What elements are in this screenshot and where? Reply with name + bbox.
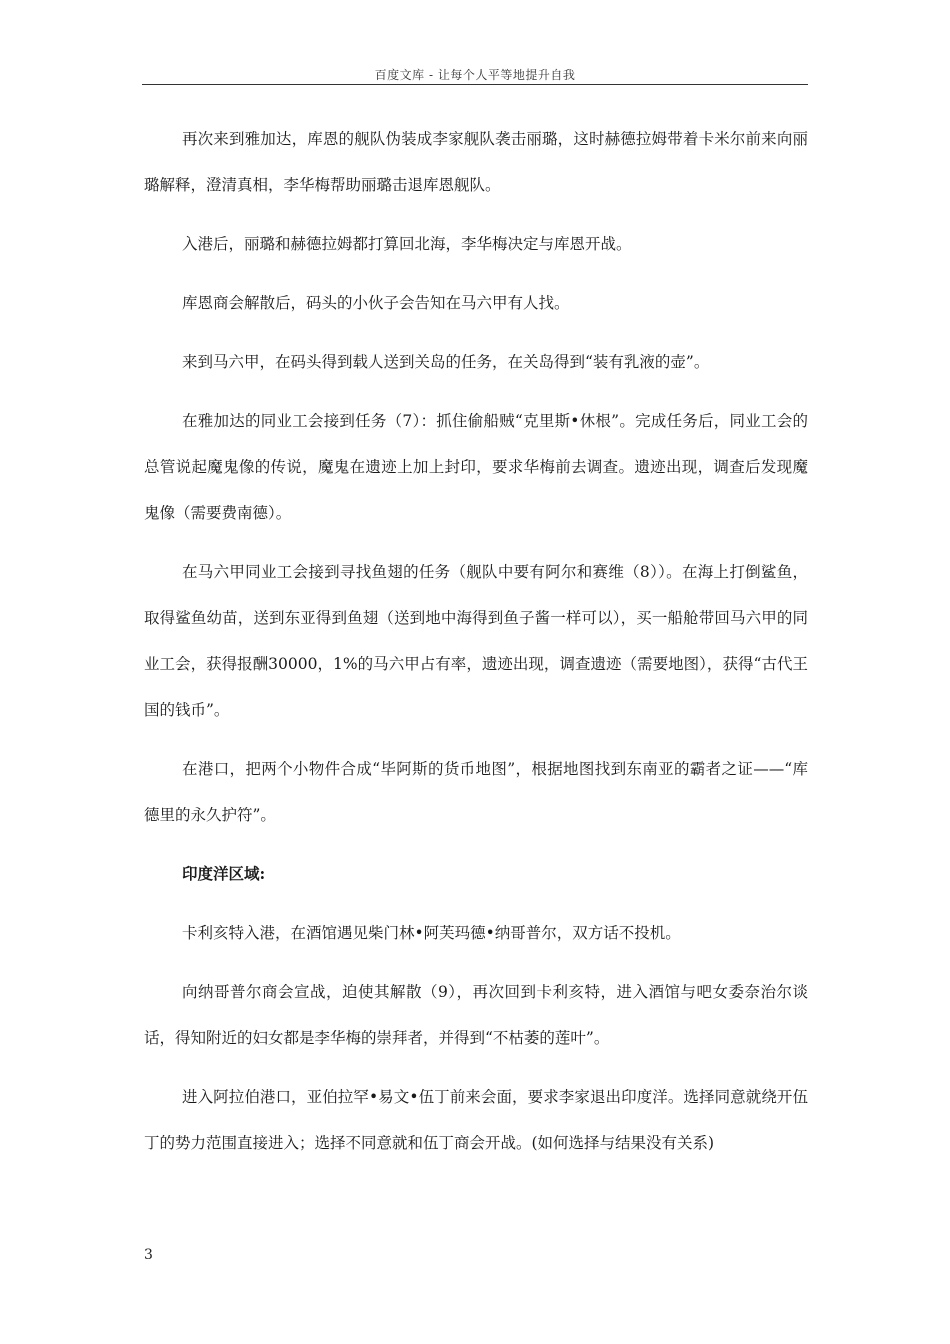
paragraph: 在马六甲同业工会接到寻找鱼翅的任务（舰队中要有阿尔和赛维（8））。在海上打倒鲨鱼，取得鲨鱼幼苗，送到东亚得到鱼翅（送到地中海得到鱼子酱一样可以），买一船舱带回马六甲的同业工会，获得报酬30000，1%的马六甲占有率，遗迹出现，调查遗迹（需要地图），获得“古代王国的钱币”。 <box>144 563 808 719</box>
paragraph: 再次来到雅加达，库恩的舰队伪装成李家舰队袭击丽璐，这时赫德拉姆带着卡米尔前来向丽璐解释，澄清真相，李华梅帮助丽璐击退库恩舰队。 <box>144 130 808 194</box>
paragraph: 入港后，丽璐和赫德拉姆都打算回北海，李华梅决定与库恩开战。 <box>182 235 632 253</box>
document-body <box>144 116 808 1179</box>
paragraph: 向纳哥普尔商会宣战，迫使其解散（9），再次回到卡利亥特，进入酒馆与吧女委奈治尔谈话，得知附近的妇女都是李华梅的崇拜者，并得到“不枯萎的莲叶”。 <box>144 983 808 1047</box>
page-number: 3 <box>144 1247 153 1263</box>
paragraph: 在港口，把两个小物件合成“毕阿斯的货币地图”，根据地图找到东南亚的霸者之证——“库德里的永久护符”。 <box>144 760 808 824</box>
document-header: 百度文库 - 让每个人平等地提升自我 <box>374 68 576 82</box>
header-divider <box>142 84 808 85</box>
section-heading: 印度洋区域: <box>182 864 266 883</box>
paragraph: 卡利亥特入港，在酒馆遇见柴门林•阿芙玛德•纳哥普尔，双方话不投机。 <box>182 924 681 942</box>
paragraph: 在雅加达的同业工会接到任务（7）：抓住偷船贼“克里斯•休根”。完成任务后，同业工会的总管说起魔鬼像的传说，魔鬼在遗迹上加上封印，要求华梅前去调查。遗迹出现，调查后发现魔鬼像（需要费南德）。 <box>144 412 808 522</box>
paragraph: 进入阿拉伯港口，亚伯拉罕•易文•伍丁前来会面，要求李家退出印度洋。选择同意就绕开伍丁的势力范围直接进入；选择不同意就和伍丁商会开战。(如何选择与结果没有关系) <box>144 1088 808 1152</box>
paragraph: 库恩商会解散后，码头的小伙子会告知在马六甲有人找。 <box>182 294 570 312</box>
paragraph: 来到马六甲，在码头得到载人送到关岛的任务，在关岛得到“装有乳液的壶”。 <box>182 353 710 371</box>
